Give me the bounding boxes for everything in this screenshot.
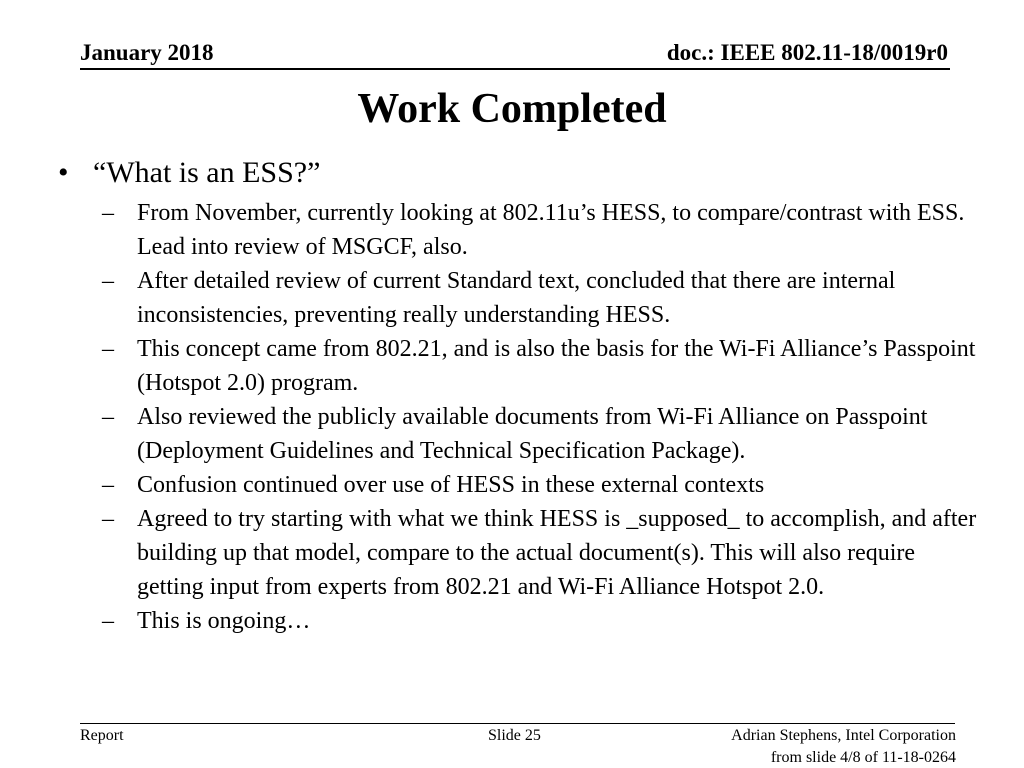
header-divider [80, 68, 950, 70]
bullet-marker: • [58, 156, 69, 189]
sub-bullet-text: From November, currently looking at 802.11u’s HESS, to compare/contrast with ESS. Lead into review of MSGCF, also. [137, 200, 965, 260]
main-bullet [58, 155, 320, 191]
sub-bullet [102, 400, 982, 468]
sub-bullet [102, 502, 982, 604]
sub-bullet-text: This is ongoing… [137, 608, 311, 634]
header-doc-id: doc.: IEEE 802.11-18/0019r0 [666, 40, 948, 65]
sub-bullet [102, 264, 982, 332]
header-date: January 2018 [80, 40, 214, 65]
dash-marker: – [102, 268, 114, 294]
sub-bullet-text: After detailed review of current Standard text, concluded that there are internal inconsistencies, preventing really understanding HESS. [137, 268, 896, 328]
dash-marker: – [102, 506, 114, 532]
sub-bullet-text: Also reviewed the publicly available documents from Wi-Fi Alliance on Passpoint (Deployment Guidelines and Technical Specification Package). [137, 404, 928, 464]
sub-bullet [102, 604, 982, 638]
dash-marker: – [102, 472, 114, 498]
main-bullet-text: “What is an ESS?” [93, 156, 321, 189]
slide-title: Work Completed [357, 86, 667, 132]
sub-bullet-list [102, 196, 982, 638]
dash-marker: – [102, 336, 114, 362]
footer-author: Adrian Stephens, Intel Corporation [731, 727, 956, 744]
footer-divider [80, 723, 955, 724]
sub-bullet [102, 332, 982, 400]
sub-bullet-text: This concept came from 802.21, and is also the basis for the Wi-Fi Alliance’s Passpoint (Hotspot 2.0) program. [137, 336, 976, 396]
footer-slide-number: Slide 25 [488, 727, 541, 744]
sub-bullet [102, 468, 982, 502]
sub-bullet-text: Confusion continued over use of HESS in these external contexts [137, 472, 765, 498]
dash-marker: – [102, 404, 114, 430]
footer-report: Report [80, 727, 124, 744]
dash-marker: – [102, 200, 114, 226]
sub-bullet-text: Agreed to try starting with what we think HESS is _supposed_ to accomplish, and after building up that model, compare to the actual document(s). This will also require getting input from experts from 802.21 and Wi-Fi Alliance Hotspot 2.0. [137, 506, 977, 600]
sub-bullet [102, 196, 982, 264]
dash-marker: – [102, 608, 114, 634]
footer-source: from slide 4/8 of 11-18-0264 [770, 749, 956, 766]
